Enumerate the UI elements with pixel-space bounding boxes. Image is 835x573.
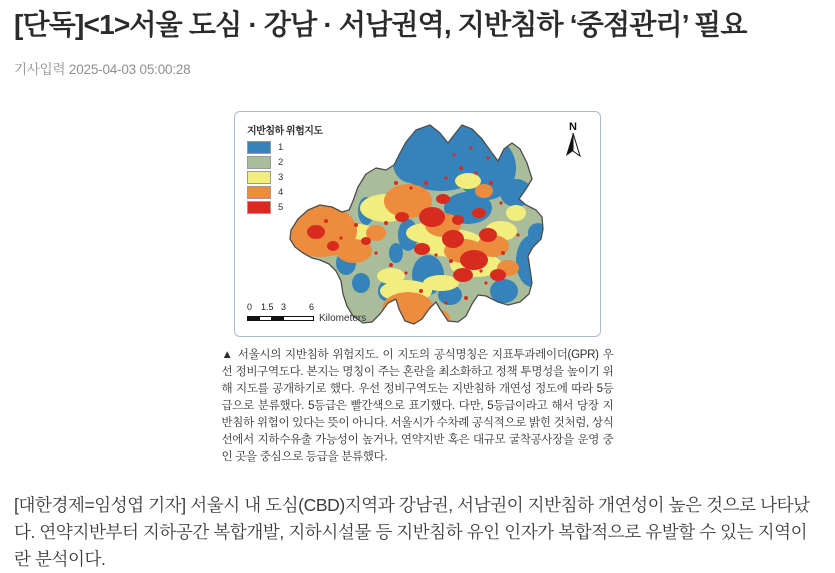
legend-item-5 <box>247 201 323 214</box>
north-arrow <box>564 122 582 164</box>
scale-tick-1: 1.5 <box>261 302 274 312</box>
north-arrow-icon <box>565 133 581 159</box>
map-legend-title: 지반침하 위험지도 <box>247 126 323 137</box>
legend-item-1 <box>247 141 323 154</box>
legend-item-4 <box>247 186 323 199</box>
legend-label-3: 3 <box>278 172 284 183</box>
scale-segment-4 <box>283 316 314 321</box>
article-body: [대한경제=임성엽 기자] 서울시 내 도심(CBD)지역과 강남권, 서남권이 지반침하 개연성이 높은 것으로 나타났다. 연약지반부터 지하공간 복합개발, 지하시설물 등 지반침하 유인 인자가 복합적으로 유발할 수 있는 지역이란 분석이다. <box>14 495 810 569</box>
legend-swatch-5 <box>247 201 271 214</box>
legend-swatch-3 <box>247 171 271 184</box>
figure-caption: ▲ 서울시의 지반침하 위험지도. 이 지도의 공식명칭은 지표투과레이더(GPR) 우선 정비구역도다. 본지는 명칭이 주는 혼란을 최소화하고 정책 투명성을 높이기 위해 지도를 공개하기로 했다. 우선 정비구역도는 지반침하 개연성 정도에 따라 5등급으로 분류했다. 5등급은 빨간색으로 표기했다. 다만, 5등급이라고 해서 당장 지반침하 위험이 있다는 뜻이 아니다. 서울시가 수차례 공식적으로 밝힌 것처럼, 상식선에서 지하수유출 가능성이 높거나, 연약지반 혹은 대규모 굴착공사장을 운영 중인 곳을 중심으로 등급을 분류했다. <box>221 349 614 463</box>
legend-swatch-1 <box>247 141 271 154</box>
legend-swatch-2 <box>247 156 271 169</box>
scale-bar <box>247 302 367 324</box>
map-legend <box>247 122 323 216</box>
scale-segment-2 <box>259 316 271 321</box>
scale-bar-segments <box>247 313 367 324</box>
scale-segment-1 <box>247 316 259 321</box>
legend-label-4: 4 <box>278 187 284 198</box>
scale-tick-3: 6 <box>309 302 315 312</box>
legend-label-2: 2 <box>278 157 284 168</box>
legend-swatch-4 <box>247 186 271 199</box>
scale-segment-3 <box>271 316 283 321</box>
article-figure <box>222 111 614 466</box>
legend-item-2 <box>247 156 323 169</box>
scale-tick-0: 0 <box>247 302 253 312</box>
north-label: N <box>569 121 577 133</box>
legend-label-1: 1 <box>278 142 284 153</box>
scale-tick-labels <box>247 302 367 313</box>
page-title: [단독]<1>서울 도심 · 강남 · 서남권역, 지반침하 ‘중점관리’ 필요 <box>14 9 747 40</box>
legend-item-3 <box>247 171 323 184</box>
legend-label-5: 5 <box>278 202 284 213</box>
scale-tick-2: 3 <box>281 302 287 312</box>
risk-map <box>234 111 601 337</box>
scale-unit-label: Kilometers <box>319 313 367 324</box>
article-timestamp: 기사입력 2025-04-03 05:00:28 <box>14 62 191 77</box>
